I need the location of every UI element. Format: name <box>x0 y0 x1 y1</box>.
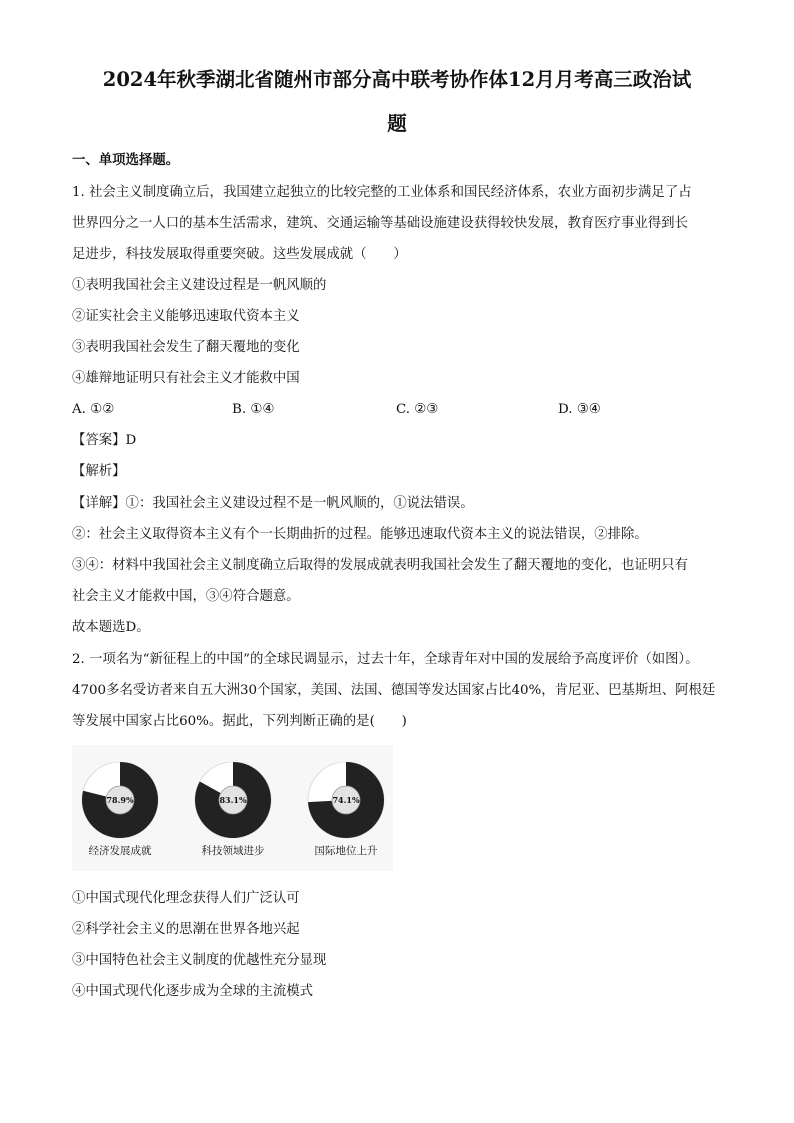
q1-analysis-line: 社会主义才能救中国，③④符合题意。 <box>72 589 300 604</box>
page-title-line1: 2024年秋季湖北省随州市部分高中联考协作体12月月考高三政治试 <box>102 68 692 91</box>
pie-category-label: 国际地位上升 <box>314 845 378 857</box>
pie-category-label: 科技领域进步 <box>201 845 265 857</box>
q2-stem-line: 4700多名受访者来自五大洲30个国家，美国、法国、德国等发达国家占比40%，肯尼亚、巴基斯坦、阿根廷 <box>72 683 716 698</box>
q2-statement: ③中国特色社会主义制度的优越性充分显现 <box>72 953 327 968</box>
q1-option-d: D. ③④ <box>558 402 601 417</box>
pie-charts <box>72 745 393 871</box>
pie-chart <box>308 762 384 857</box>
q1-statement: ①表明我国社会主义建设过程是一帆风顺的 <box>72 278 327 293</box>
q2-stem-line: 2. 一项名为“新征程上的中国”的全球民调显示，过去十年，全球青年对中国的发展给予高度评价（如图）。 <box>72 652 699 667</box>
q1-analysis-line: ②：社会主义取得资本主义有个一长期曲折的过程。能够迅速取代资本主义的说法错误，②排除。 <box>72 527 648 542</box>
q1-stem-line: 世界四分之一人口的基本生活需求，建筑、交通运输等基础设施建设获得较快发展，教育医疗事业得到长 <box>72 216 688 231</box>
page-title-line2: 题 <box>387 112 407 135</box>
pie-chart <box>195 762 271 857</box>
q1-stem-line: 足进步，科技发展取得重要突破。这些发展成就（ ） <box>72 247 407 262</box>
pie-chart <box>82 762 158 857</box>
q2-statement: ④中国式现代化逐步成为全球的主流模式 <box>72 984 314 999</box>
q1-analysis-heading: 【解析】 <box>72 464 126 479</box>
q1-option-a: A. ①② <box>72 402 115 417</box>
q1-option-c: C. ②③ <box>396 402 439 417</box>
pie-value-label: 78.9% <box>106 795 134 805</box>
q2-statement: ①中国式现代化理念获得人们广泛认可 <box>72 891 300 906</box>
pie-value-label: 74.1% <box>332 795 360 805</box>
q2-statement: ②科学社会主义的思潮在世界各地兴起 <box>72 922 300 937</box>
q1-answer: 【答案】D <box>72 433 137 448</box>
q2-stem-line: 等发展中国家占比60%。据此，下列判断正确的是( ) <box>72 714 407 729</box>
q1-stem-line: 1. 社会主义制度确立后，我国建立起独立的比较完整的工业体系和国民经济体系，农业方面初步满足了占 <box>72 185 692 200</box>
pie-category-label: 经济发展成就 <box>88 845 152 857</box>
q1-analysis-line: 【详解】①：我国社会主义建设过程不是一帆风顺的，①说法错误。 <box>72 496 474 511</box>
section-heading: 一、单项选择题。 <box>72 152 180 168</box>
q1-statement: ③表明我国社会发生了翻天覆地的变化 <box>72 340 300 355</box>
q1-analysis-line: ③④：材料中我国社会主义制度确立后取得的发展成就表明我国社会发生了翻天覆地的变化，也证明只有 <box>72 558 688 573</box>
q1-option-b: B. ①④ <box>232 402 275 417</box>
pie-value-label: 83.1% <box>219 795 247 805</box>
q1-statement: ④雄辩地证明只有社会主义才能救中国 <box>72 371 300 386</box>
q1-statement: ②证实社会主义能够迅速取代资本主义 <box>72 309 300 324</box>
q1-analysis-line: 故本题选D。 <box>72 620 150 635</box>
survey-pie-figure <box>72 745 393 871</box>
